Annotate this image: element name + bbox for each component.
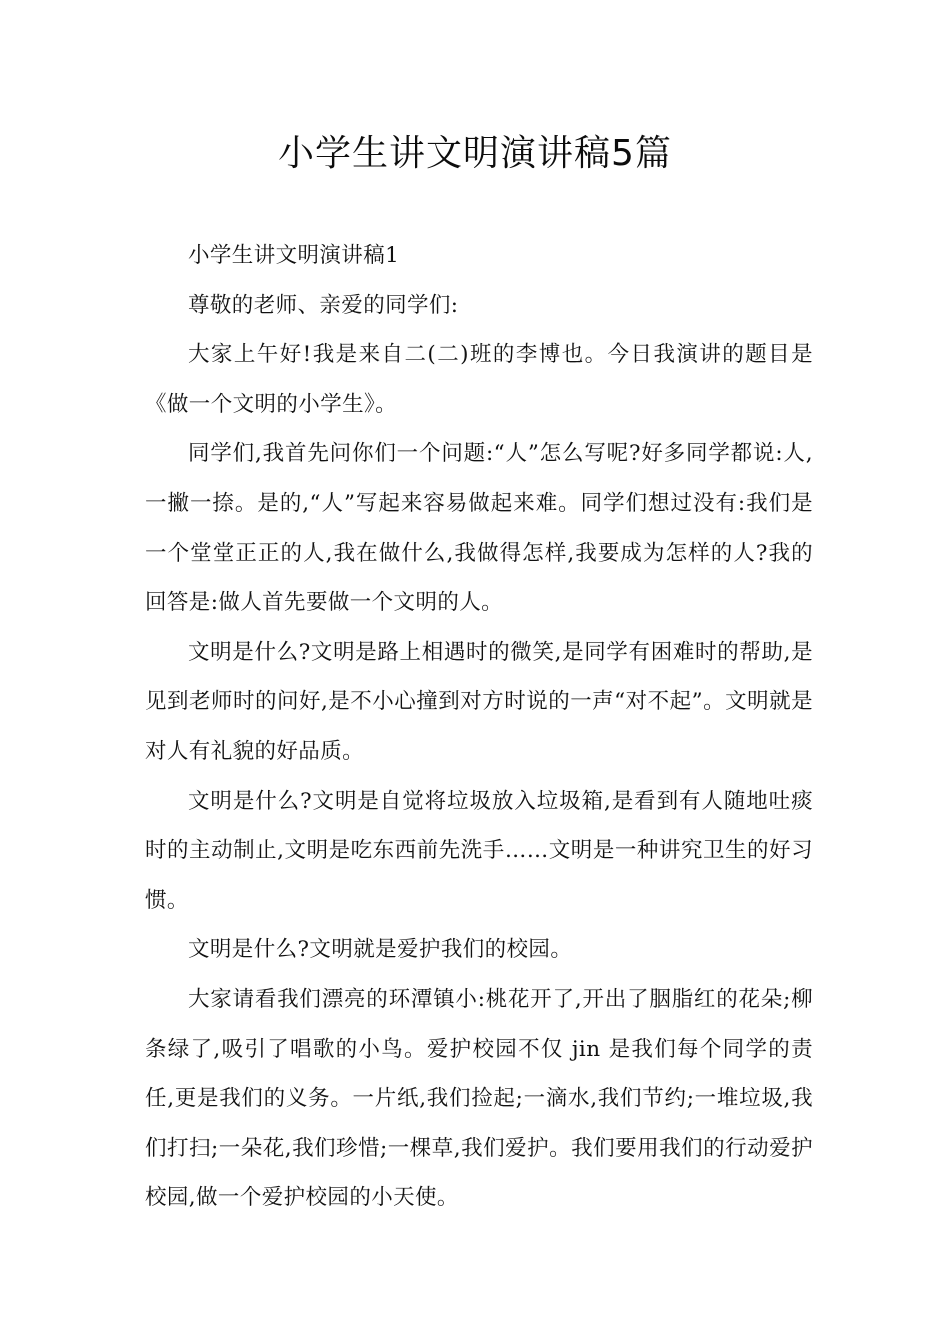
salutation: 尊敬的老师、亲爱的同学们: bbox=[188, 292, 459, 318]
paragraph-campus: 文明是什么?文明就是爱护我们的校园。 bbox=[188, 937, 573, 963]
paragraph-intro: 大家上午好!我是来自二(二)班的李博也。今日我演讲的题目是《做一个文明的小学生》。 bbox=[145, 342, 813, 417]
paragraph-question: 同学们,我首先问你们一个问题:“人”怎么写呢?好多同学都说:人,一撇一捺。是的,“人”写起来容易做起来难。同学们想过没有:我们是一个堂堂正正的人,我在做什么,我做得怎样,我要成为怎样的人?我的回答是:做人首先要做一个文明的人。 bbox=[145, 441, 813, 616]
document-body bbox=[145, 231, 813, 1223]
paragraph-politeness: 文明是什么?文明是路上相遇时的微笑,是同学有困难时的帮助,是见到老师时的问好,是不小心撞到对方时说的一声“对不起”。文明就是对人有礼貌的好品质。 bbox=[145, 639, 813, 764]
paragraph-school: 大家请看我们漂亮的环潭镇小:桃花开了,开出了胭脂红的花朵;柳条绿了,吸引了唱歌的小鸟。爱护校园不仅 jin 是我们每个同学的责任,更是我们的义务。一片纸,我们捡起;一滴水,我们节约;一堆垃圾,我们打扫;一朵花,我们珍惜;一棵草,我们爱护。我们要用我们的行动爱护校园,做一个爱护校园的小天使。 bbox=[145, 986, 813, 1211]
document-title: 小学生讲文明演讲稿5篇 bbox=[278, 133, 672, 174]
paragraph-hygiene: 文明是什么?文明是自觉将垃圾放入垃圾箱,是看到有人随地吐痰时的主动制止,文明是吃东西前先洗手……文明是一种讲究卫生的好习惯。 bbox=[145, 788, 813, 913]
section-heading: 小学生讲文明演讲稿1 bbox=[188, 243, 400, 268]
